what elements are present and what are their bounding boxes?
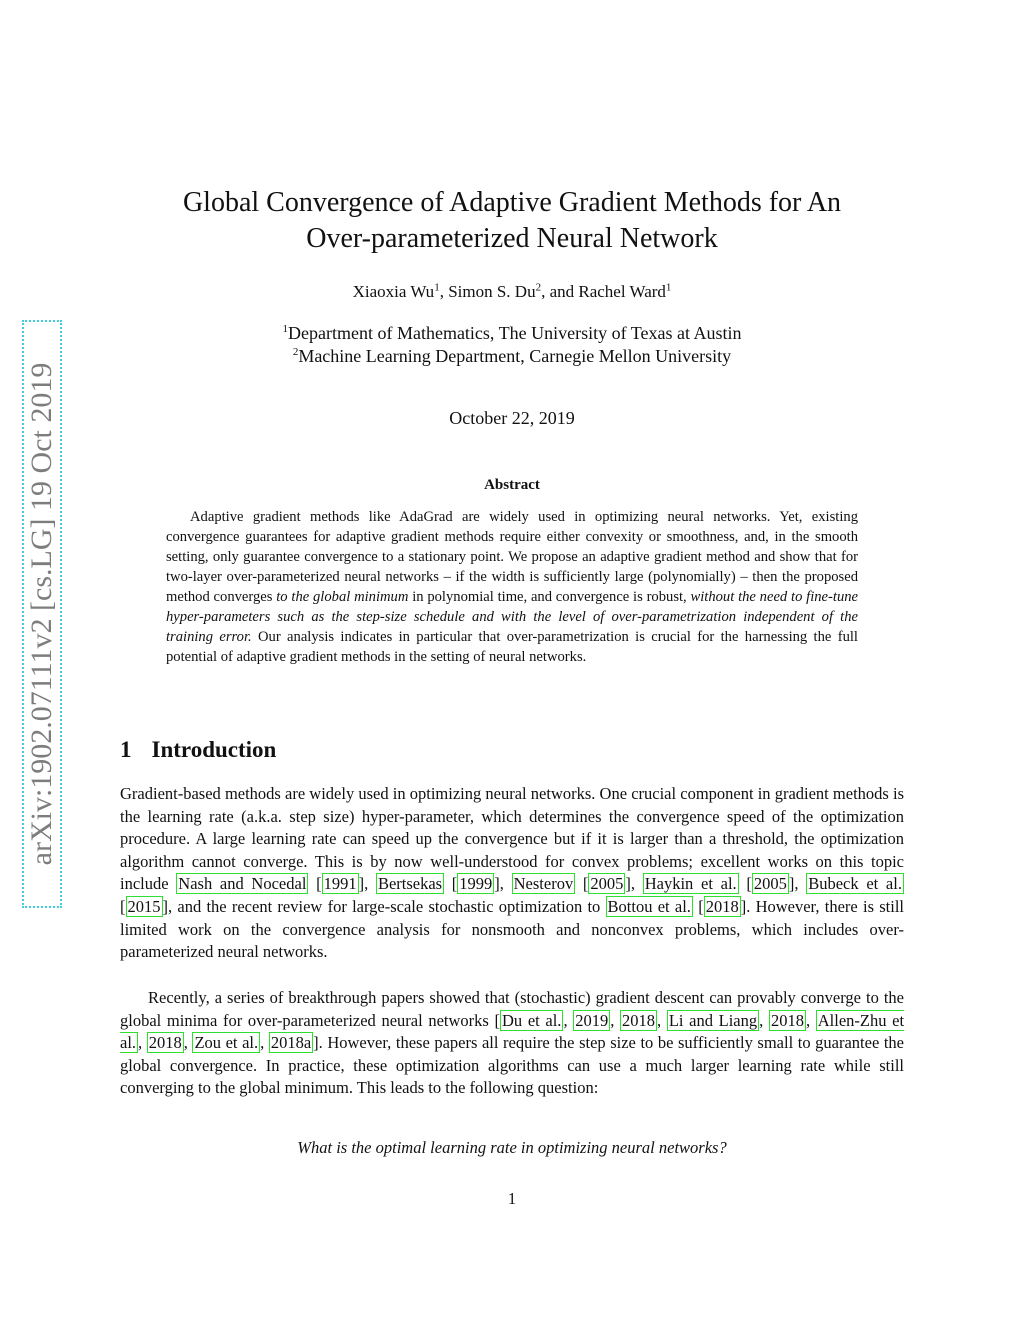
body-text: , [183, 1033, 193, 1053]
citation-year-link[interactable]: 2018 [148, 1033, 182, 1053]
body-text: , [805, 1010, 816, 1030]
abstract-body [166, 507, 858, 667]
arxiv-identifier: arXiv:1902.07111v2 [cs.LG] 19 Oct 2019 [25, 362, 58, 866]
body-text: , [610, 1010, 621, 1030]
affiliation-mark: 2 [292, 346, 299, 358]
arxiv-stamp[interactable] [22, 320, 62, 908]
intro-paragraph-2 [120, 987, 904, 1100]
citation-link[interactable]: Zou et al. [194, 1033, 259, 1053]
citation-year-link[interactable]: 2005 [753, 874, 787, 894]
author-name: Xiaoxia Wu [352, 282, 435, 301]
author-name: Simon S. Du [448, 282, 536, 301]
citation-link[interactable]: Li and Liang [668, 1010, 758, 1030]
citation-link[interactable]: Haykin et al. [644, 874, 737, 894]
author-affil-mark: 2 [535, 281, 542, 294]
body-text: [ [738, 874, 752, 894]
abstract-text: Our analysis indicates in particular that over-parametrization is crucial for the harnessing the full potential of adaptive gradient methods in the setting of neural networks. [166, 629, 858, 665]
intro-paragraph-1 [120, 783, 904, 964]
page-number: 1 [507, 1189, 517, 1208]
citation-year-link[interactable]: 1991 [323, 874, 357, 894]
abstract-text: Adaptive gradient methods like AdaGrad are widely used in optimizing neural networks. Yet, existing convergence guarantees for adaptive gradient methods require either convexity or smoothness, and, in the smooth setting, only guarantee convergence to a stationary point. We propose an adaptive gradient method and show that for two-layer over-parameterized neural networks – if the width is sufficiently large (polynomially) – then the proposed method converges [166, 509, 858, 605]
body-text: [ [120, 896, 126, 916]
body-text: ], [358, 874, 376, 894]
section-number: 1 [120, 737, 132, 762]
body-text: [ [444, 874, 458, 894]
author-name: Rachel Ward [578, 282, 666, 301]
section-heading [120, 737, 276, 763]
citation-year-link[interactable]: 2005 [590, 874, 624, 894]
body-text: ], [625, 874, 643, 894]
citation-year-link[interactable]: 2018 [770, 1010, 804, 1030]
research-question: What is the optimal learning rate in optimizing neural networks? [297, 1138, 727, 1157]
affiliation-mark: 1 [282, 323, 288, 335]
body-text: , [563, 1010, 574, 1030]
citation-link[interactable]: Du et al. [502, 1010, 562, 1030]
citation-year-link[interactable]: 2015 [127, 896, 161, 916]
body-text: Gradient-based methods are widely used in optimizing neural networks. One crucial component in gradient methods is the learning rate (a.k.a. step size) hyper-parameter, which determines the convergence speed of the optimization procedure. A large learning rate can speed up the convergence but if it is larger than a threshold, the optimization algorithm cannot converge. This is by now well-understood for convex problems; excellent works on this topic include [120, 784, 904, 894]
body-text: , [260, 1033, 269, 1053]
section-title: Introduction [151, 737, 277, 762]
body-text: [ [308, 874, 322, 894]
citation-year-link[interactable]: 1999 [459, 874, 493, 894]
author-affil-mark: 1 [434, 281, 440, 294]
abstract-heading: Abstract [484, 477, 540, 493]
title-line-2: Over-parameterized Neural Network [306, 223, 718, 254]
body-text: ], [494, 874, 512, 894]
title-line-1: Global Convergence of Adaptive Gradient Methods for An [182, 187, 842, 218]
citation-link[interactable]: Bertsekas [377, 874, 443, 894]
citation-link[interactable]: Allen-Zhu et al. [120, 1010, 905, 1053]
citation-year-link[interactable]: 2018 [622, 1010, 656, 1030]
citation-year-link[interactable]: 2018 [705, 896, 739, 916]
author-separator: , and [541, 282, 579, 301]
abstract-emphasis: without the need to fine-tune hyper-parameters such as the step-size schedule and with the level of over-parametrization independent of the training error. [166, 589, 859, 645]
body-text: ]. However, these papers all require the step size to be sufficiently small to guarantee the global convergence. In practice, these optimization algorithms can use a much larger learning rate while still converging to the global minimum. This leads to the following question: [120, 1033, 904, 1098]
body-text: , [138, 1033, 147, 1053]
body-text: Recently, a series of breakthrough papers showed that (stochastic) gradient descent can provably converge to the global minima for over-parameterized neural networks [ [120, 988, 904, 1030]
abstract-text: in polynomial time, and convergence is robust, [408, 589, 691, 605]
affiliation-2 [150, 346, 874, 367]
paper-title [150, 185, 874, 257]
body-text: ], and the recent review for large-scale stochastic optimization to [162, 896, 606, 916]
citation-link[interactable]: Nash and Nocedal [178, 874, 307, 894]
affiliation-text: Machine Learning Department, Carnegie Mellon University [298, 346, 732, 366]
affiliation-1 [150, 323, 874, 344]
body-text: [ [692, 896, 704, 916]
body-text: ]. However, there is still limited work on the convergence analysis for nonsmooth and nonconvex problems, which includes over-parameterized neural networks. [120, 896, 905, 962]
body-text: , [657, 1010, 667, 1030]
author-separator: , [439, 282, 449, 301]
affiliation-text: Department of Mathematics, The University of Texas at Austin [288, 323, 742, 343]
citation-year-link[interactable]: 2018a [270, 1033, 312, 1053]
author-affil-mark: 1 [665, 281, 672, 294]
abstract-emphasis: to the global minimum [276, 589, 409, 605]
citation-year-link[interactable]: 2019 [575, 1010, 609, 1030]
citation-link[interactable]: Bottou et al. [607, 896, 691, 916]
body-text: [ [575, 874, 589, 894]
paper-date: October 22, 2019 [449, 408, 575, 428]
body-text: ], [788, 874, 807, 894]
citation-link[interactable]: Nesterov [513, 874, 574, 894]
citation-link[interactable]: Bubeck et al. [808, 874, 902, 894]
body-text: , [759, 1010, 769, 1030]
author-list [150, 282, 874, 302]
